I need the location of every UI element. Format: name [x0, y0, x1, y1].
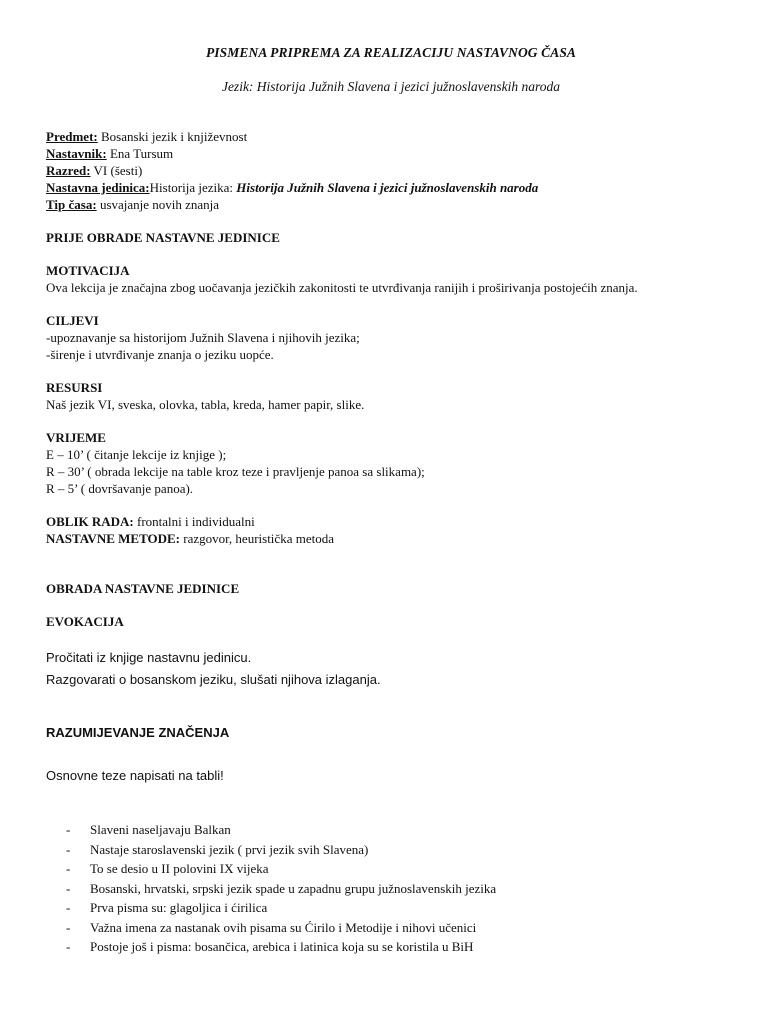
oblik-rada: [46, 513, 736, 530]
list-item-text: Važna imena za nastanak ovih pisama su Ćirilo i Metodije i nihovi učenici: [90, 919, 477, 935]
dash-bullet: -: [66, 919, 71, 935]
meta-jedinica-value: Historija Južnih Slavena i jezici južnoslavenskih naroda: [236, 180, 539, 195]
meta-razred-label: Razred:: [46, 163, 91, 178]
dash-bullet: -: [66, 939, 71, 954]
section-ciljevi-heading: CILJEVI: [46, 313, 99, 328]
nastavne-metode: [46, 530, 736, 547]
vrijeme-item-3: R – 5’ ( dovršavanje panoa).: [46, 481, 194, 496]
meta-nastavnik: [46, 145, 736, 162]
motivacija-text: Ova lekcija je značajna zbog uočavanja jezičkih zakonitosti te utvrđivanja ranijih i proširivanja postojećih znanja.: [46, 280, 638, 295]
list-item: [46, 879, 736, 899]
meta-predmet-label: Predmet:: [46, 129, 98, 144]
oblik-rada-value: frontalni i individualni: [133, 514, 255, 529]
list-item-text: Slaveni naseljavaju Balkan: [90, 822, 231, 837]
dash-bullet: -: [66, 900, 71, 915]
evokacija-line-2: Razgovarati o bosanskom jeziku, slušati njihova izlaganja.: [46, 672, 381, 687]
list-item-text: To se desio u II polovini IX vijeka: [90, 861, 269, 876]
teze-list: [46, 820, 736, 957]
meta-predmet-value: Bosanski jezik i književnost: [97, 129, 248, 144]
nastavne-metode-value: razgovor, heuristička metoda: [180, 531, 334, 546]
list-item-text: Postoje još i pisma: bosančica, arebica i latinica koja su se koristila u BiH: [90, 939, 474, 954]
meta-nastavnik-value: Ena Tursum: [106, 146, 174, 161]
list-item: [46, 898, 736, 918]
nastavne-metode-label: NASTAVNE METODE:: [46, 531, 180, 546]
dash-bullet: -: [66, 822, 71, 837]
resursi-text: Naš jezik VI, sveska, olovka, tabla, kreda, hamer papir, slike.: [46, 397, 365, 412]
section-obrada-heading: OBRADA NASTAVNE JEDINICE: [46, 581, 240, 596]
list-item-text: Nastaje staroslavenski jezik ( prvi jezik svih Slavena): [90, 841, 369, 857]
meta-nastavnik-label: Nastavnik:: [46, 146, 107, 161]
section-resursi-heading: RESURSI: [46, 380, 103, 395]
meta-tip: [46, 196, 736, 213]
meta-predmet: [46, 128, 736, 145]
meta-tip-value: usvajanje novih znanja: [96, 197, 220, 212]
list-item: [46, 859, 736, 879]
section-vrijeme-heading: VRIJEME: [46, 430, 106, 445]
section-evokacija-heading: EVOKACIJA: [46, 614, 124, 629]
razumijevanje-intro: Osnovne teze napisati na tabli!: [46, 768, 224, 783]
section-razumijevanje-heading: RAZUMIJEVANJE ZNAČENJA: [46, 725, 230, 740]
evokacija-line-1: Pročitati iz knjige nastavnu jedinicu.: [46, 650, 252, 665]
section-motivacija-heading: MOTIVACIJA: [46, 263, 130, 278]
ciljevi-item-1: -upoznavanje sa historijom Južnih Slavena i njihovih jezika;: [46, 330, 360, 345]
dash-bullet: -: [66, 841, 71, 857]
vrijeme-item-2: R – 30’ ( obrada lekcije na table kroz teze i pravljenje panoa sa slikama);: [46, 464, 425, 479]
meta-jedinica-label: Nastavna jedinica:: [46, 180, 150, 195]
document-page: [46, 44, 736, 957]
list-item: [46, 840, 736, 860]
meta-jedinica: [46, 179, 736, 196]
oblik-rada-label: OBLIK RADA:: [46, 514, 134, 529]
list-item-text: Bosanski, hrvatski, srpski jezik spade u zapadnu grupu južnoslavenskih jezika: [90, 880, 497, 896]
dash-bullet: -: [66, 861, 71, 876]
list-item-text: Prva pisma su: glagoljica i ćirilica: [90, 900, 268, 915]
document-title: PISMENA PRIPREMA ZA REALIZACIJU NASTAVNOG ČASA: [205, 45, 577, 60]
vrijeme-item-1: E – 10’ ( čitanje lekcije iz knjige );: [46, 447, 227, 462]
meta-tip-label: Tip časa:: [46, 197, 97, 212]
document-subtitle: Jezik: Historija Južnih Slavena i jezici južnoslavenskih naroda: [221, 79, 561, 94]
meta-razred-value: VI (šesti): [90, 163, 143, 178]
list-item: [46, 918, 736, 938]
meta-razred: [46, 162, 736, 179]
list-item: [46, 937, 736, 957]
meta-jedinica-prefix: Historija jezika:: [149, 180, 237, 195]
dash-bullet: -: [66, 880, 71, 896]
list-item: [46, 820, 736, 840]
section-prije-heading: PRIJE OBRADE NASTAVNE JEDINICE: [46, 230, 280, 245]
ciljevi-item-2: -širenje i utvrđivanje znanja o jeziku uopće.: [46, 347, 274, 362]
